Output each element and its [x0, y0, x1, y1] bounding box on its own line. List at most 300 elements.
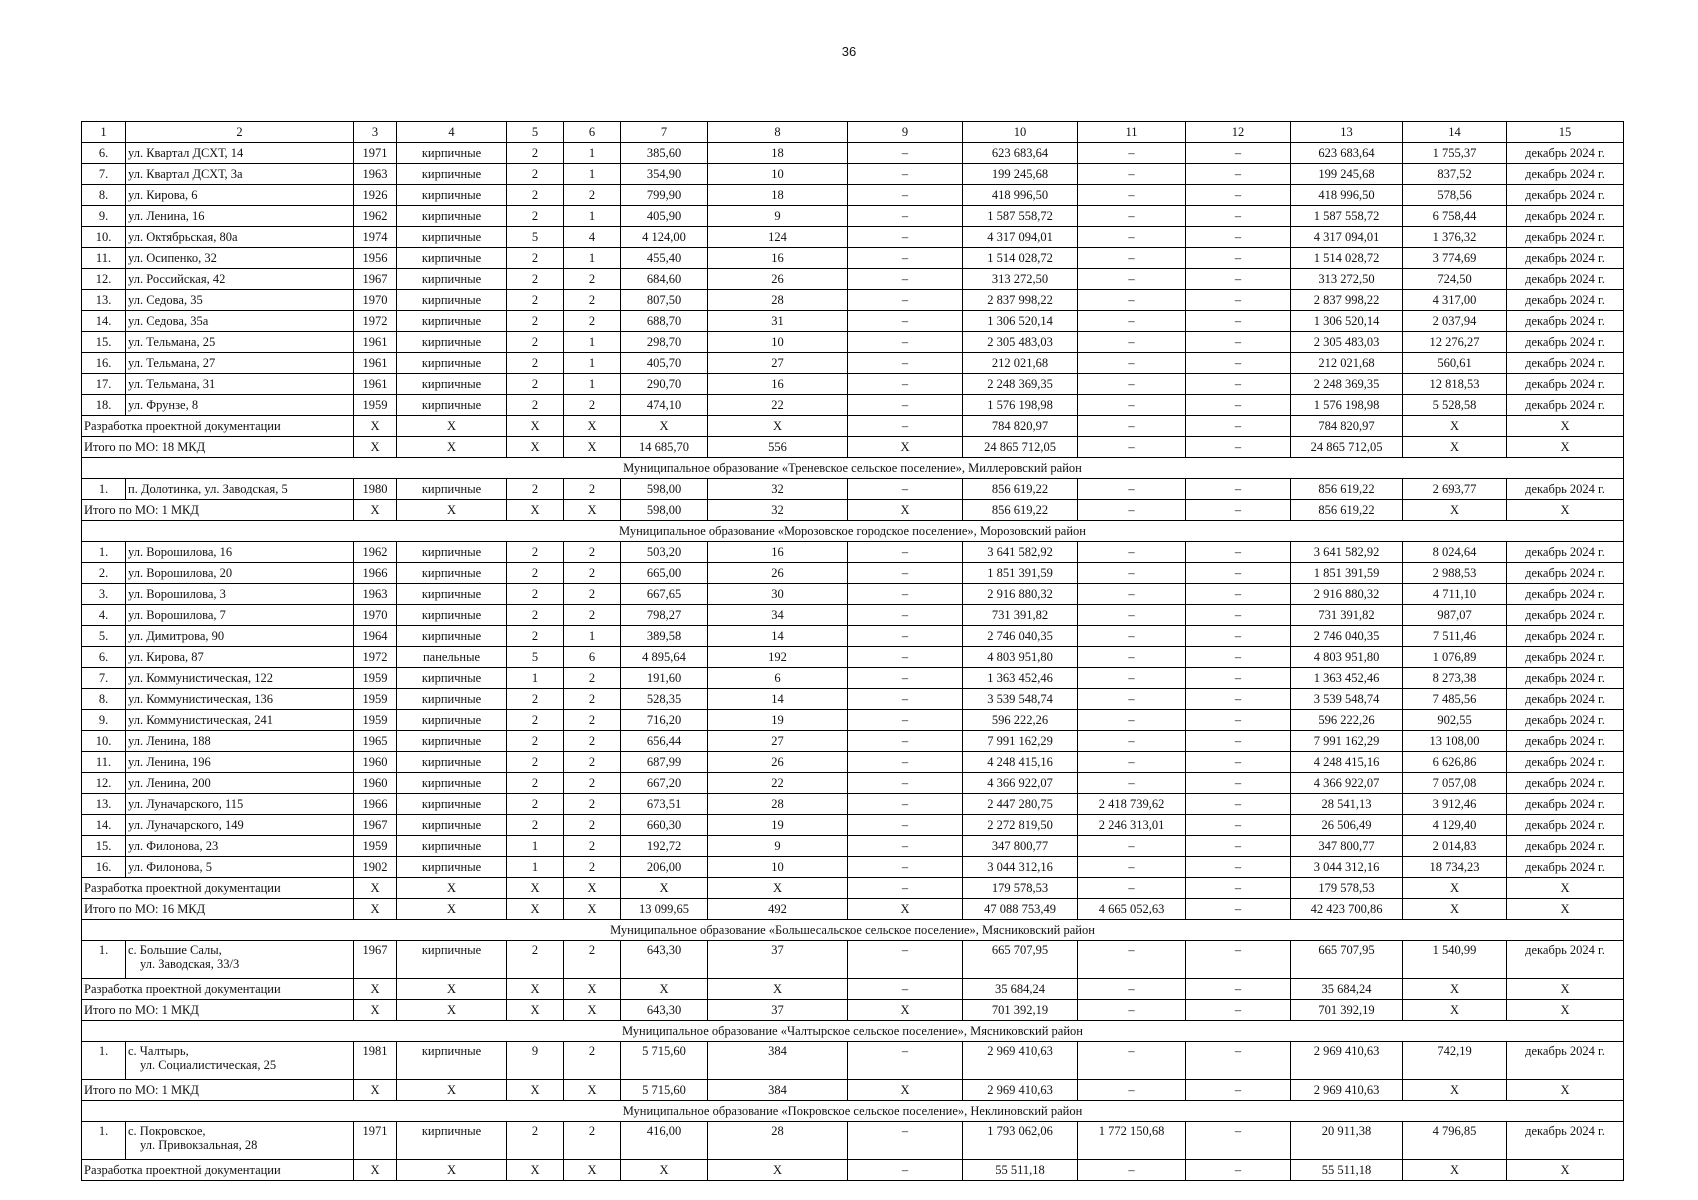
data-cell: 5 715,60: [621, 1042, 708, 1080]
summary-cell: X: [397, 437, 507, 458]
data-cell: –: [848, 836, 963, 857]
summary-cell: X: [564, 899, 621, 920]
data-cell: 560,61: [1403, 353, 1507, 374]
summary-cell: X: [1507, 1000, 1624, 1021]
data-cell: –: [1078, 269, 1186, 290]
row-index: 11.: [82, 248, 126, 269]
summary-cell: X: [1507, 437, 1624, 458]
data-cell: –: [1078, 164, 1186, 185]
data-cell: 2: [507, 605, 564, 626]
data-cell: 798,27: [621, 605, 708, 626]
data-cell: декабрь 2024 г.: [1507, 836, 1624, 857]
data-cell: 455,40: [621, 248, 708, 269]
data-cell: 4 366 922,07: [963, 773, 1078, 794]
data-cell: 26 506,49: [1291, 815, 1403, 836]
summary-row: [82, 1000, 1624, 1021]
data-cell: 1926: [354, 185, 397, 206]
building-row: [82, 752, 1624, 773]
row-index: 12.: [82, 773, 126, 794]
data-cell: –: [848, 311, 963, 332]
data-cell: 2 837 998,22: [963, 290, 1078, 311]
data-cell: –: [1186, 164, 1291, 185]
building-row: [82, 689, 1624, 710]
summary-cell: 35 684,24: [1291, 979, 1403, 1000]
data-cell: 2 969 410,63: [963, 1042, 1078, 1080]
building-address: ул. Кирова, 6: [126, 185, 354, 206]
data-cell: 416,00: [621, 1122, 708, 1160]
data-cell: 1 306 520,14: [963, 311, 1078, 332]
summary-cell: X: [848, 899, 963, 920]
data-cell: 2: [507, 542, 564, 563]
data-cell: кирпичные: [397, 143, 507, 164]
summary-row: [82, 979, 1624, 1000]
data-cell: декабрь 2024 г.: [1507, 584, 1624, 605]
building-address: ул. Ленина, 196: [126, 752, 354, 773]
data-cell: 1902: [354, 857, 397, 878]
summary-cell: 24 865 712,05: [963, 437, 1078, 458]
data-cell: 8 273,38: [1403, 668, 1507, 689]
data-cell: –: [848, 395, 963, 416]
data-cell: 28: [708, 794, 848, 815]
table-header-row: [82, 122, 1624, 143]
row-index: 1.: [82, 542, 126, 563]
building-address: ул. Коммунистическая, 241: [126, 710, 354, 731]
data-cell: декабрь 2024 г.: [1507, 290, 1624, 311]
data-cell: –: [1078, 773, 1186, 794]
data-cell: –: [1078, 206, 1186, 227]
summary-cell: X: [397, 979, 507, 1000]
row-index: 14.: [82, 815, 126, 836]
summary-cell: X: [564, 1160, 621, 1181]
row-index: 13.: [82, 290, 126, 311]
data-cell: 1961: [354, 374, 397, 395]
data-cell: декабрь 2024 г.: [1507, 857, 1624, 878]
data-cell: 2: [507, 164, 564, 185]
summary-cell: 701 392,19: [1291, 1000, 1403, 1021]
summary-cell: 598,00: [621, 500, 708, 521]
data-cell: 192,72: [621, 836, 708, 857]
data-cell: кирпичные: [397, 710, 507, 731]
summary-cell: 784 820,97: [963, 416, 1078, 437]
data-cell: –: [1186, 290, 1291, 311]
summary-cell: 55 511,18: [963, 1160, 1078, 1181]
data-cell: 8 024,64: [1403, 542, 1507, 563]
address-line-1: с. Большие Салы,: [128, 943, 222, 957]
summary-cell: X: [708, 416, 848, 437]
data-cell: 313 272,50: [963, 269, 1078, 290]
data-cell: декабрь 2024 г.: [1507, 185, 1624, 206]
data-cell: –: [1186, 542, 1291, 563]
data-cell: декабрь 2024 г.: [1507, 815, 1624, 836]
repair-schedule-table: [81, 121, 1624, 1181]
data-cell: 16: [708, 542, 848, 563]
data-cell: 987,07: [1403, 605, 1507, 626]
data-cell: кирпичные: [397, 689, 507, 710]
data-cell: 313 272,50: [1291, 269, 1403, 290]
data-cell: –: [848, 605, 963, 626]
building-address: ул. Квартал ДСХТ, 3а: [126, 164, 354, 185]
data-cell: 1: [564, 353, 621, 374]
summary-cell: –: [1078, 437, 1186, 458]
data-cell: 503,20: [621, 542, 708, 563]
data-cell: 643,30: [621, 941, 708, 979]
summary-cell: X: [397, 878, 507, 899]
data-cell: –: [848, 374, 963, 395]
data-cell: 6: [708, 668, 848, 689]
building-row: [82, 1042, 1624, 1080]
data-cell: –: [848, 815, 963, 836]
column-number-cell: 1: [82, 122, 126, 143]
summary-cell: 55 511,18: [1291, 1160, 1403, 1181]
data-cell: 656,44: [621, 731, 708, 752]
data-cell: 2: [564, 752, 621, 773]
data-cell: декабрь 2024 г.: [1507, 164, 1624, 185]
data-cell: 10: [708, 857, 848, 878]
data-cell: 1 363 452,46: [963, 668, 1078, 689]
data-cell: кирпичные: [397, 941, 507, 979]
data-cell: 192: [708, 647, 848, 668]
summary-cell: –: [848, 878, 963, 899]
row-index: 5.: [82, 626, 126, 647]
data-cell: –: [1078, 689, 1186, 710]
data-cell: –: [848, 353, 963, 374]
data-cell: –: [848, 794, 963, 815]
data-cell: 4 129,40: [1403, 815, 1507, 836]
row-index: 3.: [82, 584, 126, 605]
data-cell: 528,35: [621, 689, 708, 710]
summary-cell: X: [397, 500, 507, 521]
data-cell: 4 317 094,01: [1291, 227, 1403, 248]
data-cell: 2 014,83: [1403, 836, 1507, 857]
data-cell: 1964: [354, 626, 397, 647]
summary-row: [82, 878, 1624, 899]
summary-cell: –: [1186, 500, 1291, 521]
data-cell: –: [848, 941, 963, 979]
data-cell: кирпичные: [397, 227, 507, 248]
data-cell: 1: [564, 206, 621, 227]
data-cell: 742,19: [1403, 1042, 1507, 1080]
data-cell: кирпичные: [397, 1122, 507, 1160]
data-cell: декабрь 2024 г.: [1507, 752, 1624, 773]
data-cell: –: [1078, 143, 1186, 164]
data-cell: 807,50: [621, 290, 708, 311]
building-row: [82, 605, 1624, 626]
building-row: [82, 311, 1624, 332]
data-cell: 28: [708, 290, 848, 311]
row-index: 16.: [82, 857, 126, 878]
data-cell: 2: [564, 668, 621, 689]
data-cell: 206,00: [621, 857, 708, 878]
building-row: [82, 248, 1624, 269]
summary-cell: X: [507, 1000, 564, 1021]
data-cell: 1: [564, 248, 621, 269]
data-cell: декабрь 2024 г.: [1507, 143, 1624, 164]
data-cell: 405,70: [621, 353, 708, 374]
municipality-section-row: [82, 920, 1624, 941]
data-cell: –: [1186, 479, 1291, 500]
data-cell: 1960: [354, 752, 397, 773]
data-cell: 688,70: [621, 311, 708, 332]
data-cell: 623 683,64: [1291, 143, 1403, 164]
data-cell: 12 276,27: [1403, 332, 1507, 353]
data-cell: 1960: [354, 773, 397, 794]
data-cell: 2: [564, 290, 621, 311]
data-cell: –: [1186, 710, 1291, 731]
data-cell: –: [848, 626, 963, 647]
building-address: ул. Коммунистическая, 136: [126, 689, 354, 710]
data-cell: 2 248 369,35: [1291, 374, 1403, 395]
municipality-title: Муниципальное образование «Покровское сельское поселение», Неклиновский район: [82, 1101, 1624, 1122]
data-cell: –: [1186, 1122, 1291, 1160]
summary-cell: 2 969 410,63: [963, 1080, 1078, 1101]
building-row: [82, 647, 1624, 668]
data-cell: 1: [564, 164, 621, 185]
data-cell: 1959: [354, 836, 397, 857]
summary-cell: X: [507, 979, 564, 1000]
building-address: ул. Ворошилова, 16: [126, 542, 354, 563]
summary-row: [82, 1160, 1624, 1181]
summary-cell: X: [1507, 500, 1624, 521]
data-cell: 2: [507, 269, 564, 290]
summary-cell: X: [564, 500, 621, 521]
data-cell: –: [1186, 1042, 1291, 1080]
data-cell: 1 755,37: [1403, 143, 1507, 164]
table-body: [82, 122, 1624, 1181]
row-index: 17.: [82, 374, 126, 395]
data-cell: 4 317,00: [1403, 290, 1507, 311]
row-index: 9.: [82, 710, 126, 731]
summary-cell: X: [397, 1000, 507, 1021]
summary-label: Разработка проектной документации: [82, 1160, 354, 1181]
summary-cell: 179 578,53: [1291, 878, 1403, 899]
summary-cell: X: [1403, 1000, 1507, 1021]
municipality-section-row: [82, 521, 1624, 542]
data-cell: –: [1078, 605, 1186, 626]
summary-cell: X: [1403, 416, 1507, 437]
data-cell: 623 683,64: [963, 143, 1078, 164]
building-address: ул. Ворошилова, 20: [126, 563, 354, 584]
data-cell: –: [1186, 689, 1291, 710]
data-cell: 902,55: [1403, 710, 1507, 731]
data-cell: кирпичные: [397, 374, 507, 395]
row-index: 11.: [82, 752, 126, 773]
summary-cell: 4 665 052,63: [1078, 899, 1186, 920]
data-cell: 1970: [354, 605, 397, 626]
summary-cell: X: [354, 1000, 397, 1021]
data-cell: 2: [507, 941, 564, 979]
column-number-cell: 6: [564, 122, 621, 143]
data-cell: кирпичные: [397, 752, 507, 773]
column-number-cell: 5: [507, 122, 564, 143]
data-cell: кирпичные: [397, 479, 507, 500]
data-cell: –: [848, 584, 963, 605]
data-cell: 2: [507, 395, 564, 416]
summary-label: Разработка проектной документации: [82, 878, 354, 899]
data-cell: 12 818,53: [1403, 374, 1507, 395]
column-number-cell: 14: [1403, 122, 1507, 143]
data-cell: 2: [564, 941, 621, 979]
data-cell: 2: [507, 479, 564, 500]
summary-label: Разработка проектной документации: [82, 416, 354, 437]
building-address: ул. Фрунзе, 8: [126, 395, 354, 416]
building-row: [82, 290, 1624, 311]
data-cell: декабрь 2024 г.: [1507, 563, 1624, 584]
summary-cell: X: [397, 899, 507, 920]
data-cell: –: [1078, 311, 1186, 332]
data-cell: 3 641 582,92: [963, 542, 1078, 563]
summary-cell: X: [1403, 500, 1507, 521]
building-row: [82, 332, 1624, 353]
data-cell: 16: [708, 374, 848, 395]
data-cell: 14: [708, 626, 848, 647]
data-cell: 4 895,64: [621, 647, 708, 668]
summary-cell: X: [354, 899, 397, 920]
building-row: [82, 731, 1624, 752]
address-line-1: с. Покровское,: [128, 1124, 206, 1138]
data-cell: 26: [708, 269, 848, 290]
data-cell: 28 541,13: [1291, 794, 1403, 815]
summary-cell: X: [564, 979, 621, 1000]
data-cell: 1963: [354, 584, 397, 605]
building-row: [82, 227, 1624, 248]
data-cell: кирпичные: [397, 269, 507, 290]
data-cell: 9: [708, 836, 848, 857]
data-cell: 1966: [354, 563, 397, 584]
column-number-cell: 13: [1291, 122, 1403, 143]
data-cell: 9: [708, 206, 848, 227]
data-cell: 3 774,69: [1403, 248, 1507, 269]
data-cell: 32: [708, 479, 848, 500]
summary-cell: X: [621, 878, 708, 899]
summary-cell: 384: [708, 1080, 848, 1101]
address-line-2: ул. Привокзальная, 28: [140, 1138, 258, 1152]
summary-cell: X: [397, 416, 507, 437]
data-cell: 18: [708, 185, 848, 206]
data-cell: 2: [507, 794, 564, 815]
data-cell: 1963: [354, 164, 397, 185]
data-cell: 2 746 040,35: [1291, 626, 1403, 647]
data-cell: 7 057,08: [1403, 773, 1507, 794]
data-cell: 1: [507, 668, 564, 689]
summary-cell: –: [1186, 437, 1291, 458]
data-cell: 13 108,00: [1403, 731, 1507, 752]
data-cell: кирпичные: [397, 815, 507, 836]
data-cell: декабрь 2024 г.: [1507, 479, 1624, 500]
data-cell: 2: [564, 269, 621, 290]
summary-label: Разработка проектной документации: [82, 979, 354, 1000]
summary-cell: X: [708, 979, 848, 1000]
summary-cell: X: [354, 979, 397, 1000]
data-cell: 3 044 312,16: [1291, 857, 1403, 878]
data-cell: декабрь 2024 г.: [1507, 269, 1624, 290]
data-cell: –: [1078, 563, 1186, 584]
data-cell: 2 447 280,75: [963, 794, 1078, 815]
summary-cell: X: [1403, 899, 1507, 920]
data-cell: 1974: [354, 227, 397, 248]
data-cell: кирпичные: [397, 857, 507, 878]
data-cell: –: [848, 668, 963, 689]
row-index: 12.: [82, 269, 126, 290]
building-address: ул. Ворошилова, 7: [126, 605, 354, 626]
data-cell: 2 969 410,63: [1291, 1042, 1403, 1080]
data-cell: –: [1186, 332, 1291, 353]
data-cell: декабрь 2024 г.: [1507, 647, 1624, 668]
summary-cell: X: [1507, 878, 1624, 899]
data-cell: 731 391,82: [1291, 605, 1403, 626]
building-address: ул. Квартал ДСХТ, 14: [126, 143, 354, 164]
data-cell: 3 539 548,74: [1291, 689, 1403, 710]
building-row: [82, 563, 1624, 584]
summary-cell: X: [621, 1160, 708, 1181]
data-cell: 2: [507, 731, 564, 752]
data-cell: 2 916 880,32: [963, 584, 1078, 605]
data-cell: 2 693,77: [1403, 479, 1507, 500]
data-cell: 1972: [354, 647, 397, 668]
building-address: ул. Российская, 42: [126, 269, 354, 290]
data-cell: –: [1078, 857, 1186, 878]
data-cell: 2: [507, 353, 564, 374]
data-cell: 673,51: [621, 794, 708, 815]
data-cell: 1 587 558,72: [963, 206, 1078, 227]
data-cell: 1967: [354, 815, 397, 836]
data-cell: 385,60: [621, 143, 708, 164]
row-index: 6.: [82, 647, 126, 668]
building-address: ул. Ленина, 188: [126, 731, 354, 752]
building-row: [82, 626, 1624, 647]
data-cell: 665,00: [621, 563, 708, 584]
data-cell: декабрь 2024 г.: [1507, 773, 1624, 794]
data-cell: –: [1078, 752, 1186, 773]
data-cell: 1 363 452,46: [1291, 668, 1403, 689]
data-cell: 1 576 198,98: [1291, 395, 1403, 416]
data-cell: 1 576 198,98: [963, 395, 1078, 416]
data-cell: 2: [564, 311, 621, 332]
summary-cell: 42 423 700,86: [1291, 899, 1403, 920]
building-row: [82, 815, 1624, 836]
data-cell: –: [1186, 395, 1291, 416]
summary-cell: –: [1186, 979, 1291, 1000]
data-cell: 1970: [354, 290, 397, 311]
data-cell: 731 391,82: [963, 605, 1078, 626]
summary-cell: X: [564, 878, 621, 899]
data-cell: –: [848, 542, 963, 563]
summary-cell: –: [1078, 979, 1186, 1000]
data-cell: 2: [564, 689, 621, 710]
summary-cell: X: [354, 416, 397, 437]
summary-cell: 24 865 712,05: [1291, 437, 1403, 458]
data-cell: 1 376,32: [1403, 227, 1507, 248]
data-cell: декабрь 2024 г.: [1507, 689, 1624, 710]
data-cell: –: [1078, 479, 1186, 500]
data-cell: 1 587 558,72: [1291, 206, 1403, 227]
data-cell: 665 707,95: [1291, 941, 1403, 979]
building-address: [126, 1122, 354, 1160]
summary-cell: X: [1507, 979, 1624, 1000]
data-cell: 2: [564, 836, 621, 857]
summary-cell: –: [1078, 416, 1186, 437]
data-cell: –: [848, 1042, 963, 1080]
data-cell: 598,00: [621, 479, 708, 500]
data-cell: –: [1186, 248, 1291, 269]
data-cell: 124: [708, 227, 848, 248]
data-cell: декабрь 2024 г.: [1507, 1042, 1624, 1080]
data-cell: 2: [564, 857, 621, 878]
data-cell: 2 248 369,35: [963, 374, 1078, 395]
data-cell: 2: [507, 752, 564, 773]
data-cell: 1967: [354, 941, 397, 979]
summary-cell: X: [1403, 1080, 1507, 1101]
data-cell: –: [1078, 185, 1186, 206]
